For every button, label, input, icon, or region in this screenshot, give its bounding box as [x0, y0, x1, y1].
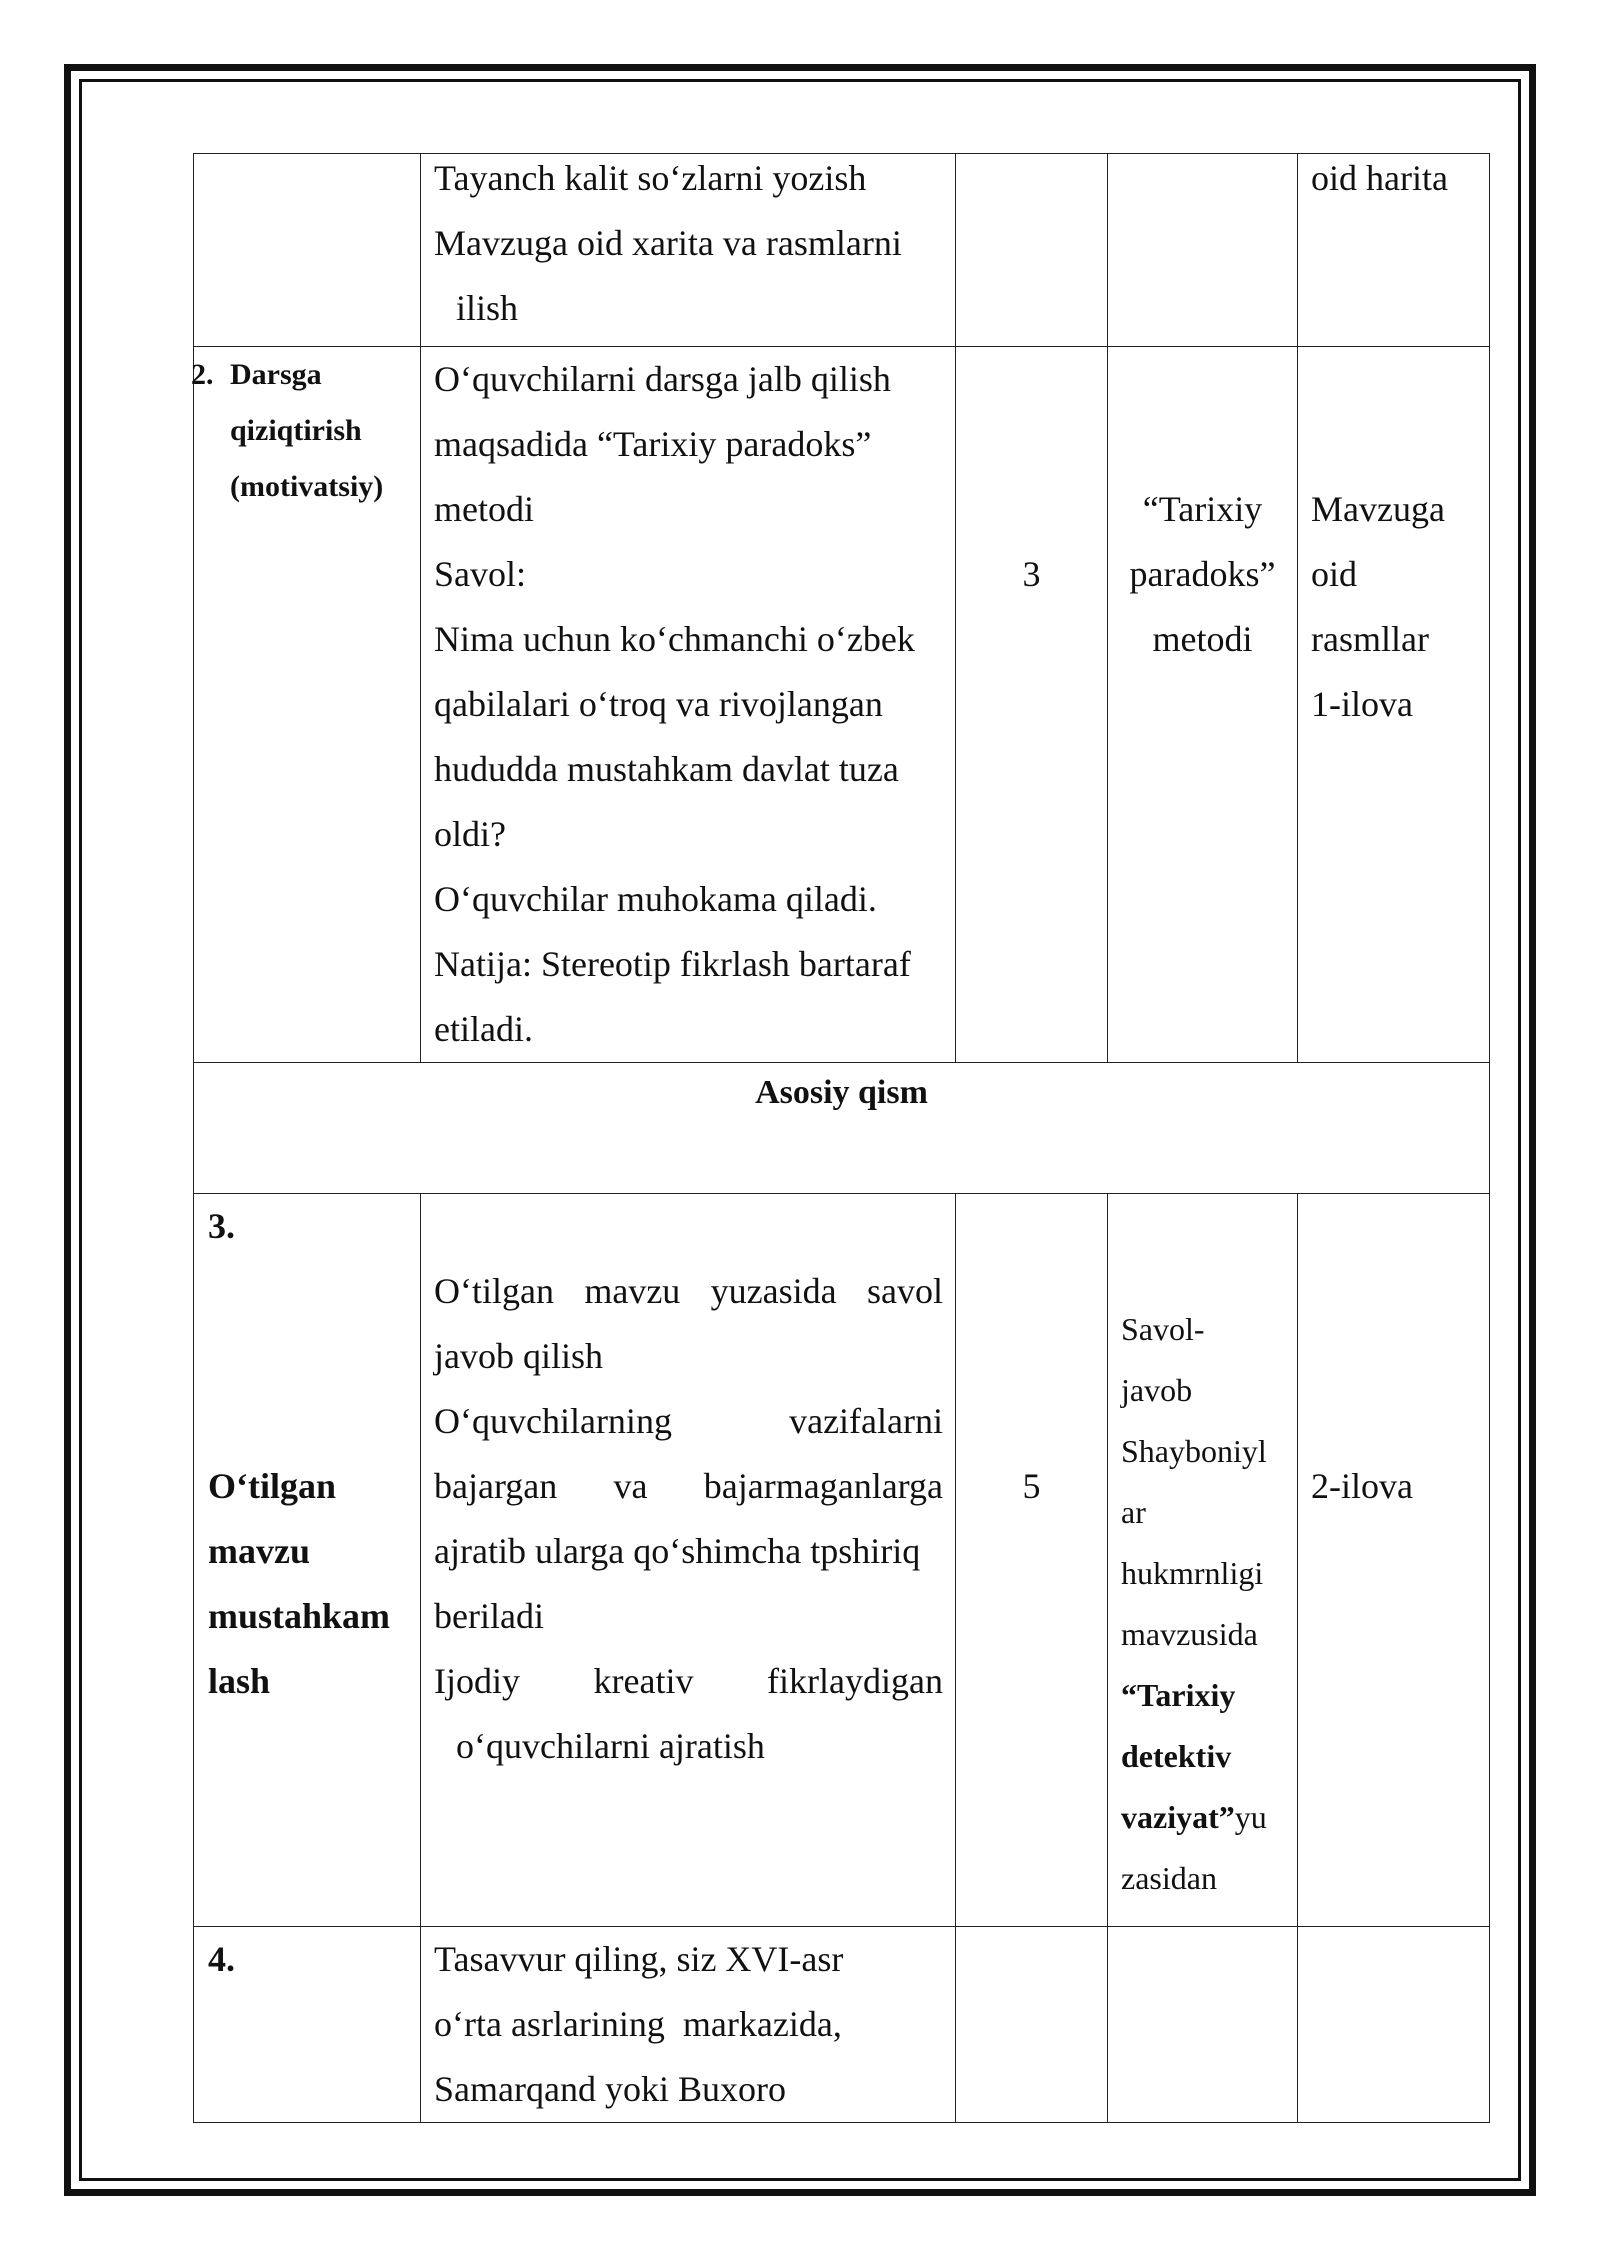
resources-line: 2-ilova — [1311, 1466, 1413, 1506]
lesson-plan-table — [193, 153, 1490, 2123]
resources-line: oid harita — [1311, 158, 1448, 198]
activity-line: maqsadida “Tarixiy paradoks” — [434, 424, 872, 464]
activity-line: Natija: Stereotip fikrlash bartaraf — [434, 944, 911, 984]
activity-line: ajratib ularga qo‘shimcha tpshiriq — [434, 1531, 921, 1571]
activity-line: Tasavvur qiling, siz XVI-asr — [434, 1939, 844, 1979]
stage-title-line: Darsga — [230, 358, 322, 391]
stage-title-line: (motivatsiy) — [230, 470, 384, 503]
activity-line: Ijodiy kreativ fikrlaydigan — [434, 1661, 943, 1701]
stage-title-line: mavzu — [208, 1531, 310, 1571]
method-bold-line: vaziyat” — [1121, 1799, 1235, 1835]
time-cell — [956, 347, 1108, 1063]
activity-line: oldi? — [434, 814, 506, 854]
activity-line: qabilalari o‘troq va rivojlangan — [434, 684, 883, 724]
method-cell — [1108, 347, 1298, 1063]
time-cell — [956, 1927, 1108, 2123]
activity-line: Savol: — [434, 554, 527, 594]
stage-title-line: lash — [208, 1661, 271, 1701]
time-cell — [956, 154, 1108, 347]
resources-line: oid — [1311, 554, 1358, 594]
activity-cell — [421, 1194, 956, 1927]
table-row — [194, 154, 1490, 347]
stage-number: 2. — [191, 358, 214, 391]
method-line: hukmrnligi — [1121, 1555, 1264, 1591]
activity-line: o‘rta asrlarining markazida, — [434, 2004, 842, 2044]
stage-title-line: mustahkam — [208, 1596, 391, 1636]
resources-line: 1-ilova — [1311, 684, 1413, 724]
method-line: metodi — [1152, 619, 1253, 659]
table-row — [194, 1927, 1490, 2123]
activity-line: Samarqand yoki Buxoro — [434, 2069, 786, 2109]
stage-number: 4. — [208, 1939, 235, 1979]
method-line: “Tarixiy — [1142, 489, 1263, 529]
resources-cell — [1298, 347, 1490, 1063]
activity-line: Mavzuga oid xarita va rasmlarni — [434, 223, 902, 263]
activity-line: o‘quvchilarni ajratish — [456, 1726, 765, 1766]
resources-cell — [1298, 1927, 1490, 2123]
activity-line: Nima uchun ko‘chmanchi o‘zbek — [434, 619, 915, 659]
activity-line: hududda mustahkam davlat tuza — [434, 749, 899, 789]
time-cell — [956, 1194, 1108, 1927]
method-cell — [1108, 1927, 1298, 2123]
stage-cell — [194, 1927, 421, 2123]
method-bold-line: detektiv — [1121, 1738, 1232, 1774]
activity-line: ilish — [456, 288, 519, 328]
stage-cell — [194, 1194, 421, 1927]
method-line: ar — [1121, 1494, 1146, 1530]
activity-line: bajargan va bajarmaganlarga — [434, 1466, 943, 1506]
resources-line: rasmllar — [1311, 619, 1429, 659]
activity-line: Tayanch kalit so‘zlarni yozish — [434, 158, 867, 198]
stage-title-line: O‘tilgan — [208, 1466, 337, 1506]
activity-line: metodi — [434, 489, 534, 529]
method-line: zasidan — [1121, 1860, 1217, 1896]
method-bold-line: “Tarixiy — [1121, 1677, 1236, 1713]
method-line: paradoks” — [1129, 554, 1276, 594]
activity-line: beriladi — [434, 1596, 544, 1636]
time-value: 3 — [1022, 554, 1041, 594]
section-heading: Asosiy qism — [755, 1074, 928, 1111]
stage-cell — [194, 154, 421, 347]
table-row — [194, 1194, 1490, 1927]
table-row — [194, 1063, 1490, 1194]
time-value: 5 — [1022, 1466, 1041, 1506]
activity-cell — [421, 154, 956, 347]
method-line: Savol- — [1121, 1311, 1205, 1347]
stage-cell — [191, 347, 421, 1063]
stage-number: 3. — [208, 1206, 235, 1246]
method-cell — [1108, 154, 1298, 347]
activity-line: etiladi. — [434, 1009, 533, 1049]
activity-line: O‘tilgan mavzu yuzasida savol — [434, 1271, 943, 1311]
method-line: yu — [1234, 1799, 1267, 1835]
activity-cell — [421, 1927, 956, 2123]
method-line: Shayboniyl — [1121, 1433, 1267, 1469]
stage-title-line: qiziqtirish — [230, 414, 362, 447]
activity-line: O‘quvchilarni darsga jalb qilish — [434, 359, 891, 399]
activity-cell — [421, 347, 956, 1063]
method-line: javob — [1121, 1372, 1193, 1408]
activity-line: O‘quvchilar muhokama qiladi. — [434, 879, 877, 919]
activity-line: O‘quvchilarning vazifalarni — [434, 1401, 943, 1441]
method-cell — [1108, 1194, 1298, 1927]
resources-line: Mavzuga — [1311, 489, 1445, 529]
table-row — [194, 347, 1490, 1063]
method-line: mavzusida — [1121, 1616, 1258, 1652]
activity-line: javob qilish — [434, 1336, 603, 1376]
resources-cell — [1298, 1194, 1490, 1927]
section-heading-cell — [194, 1063, 1490, 1194]
resources-cell — [1298, 154, 1490, 347]
